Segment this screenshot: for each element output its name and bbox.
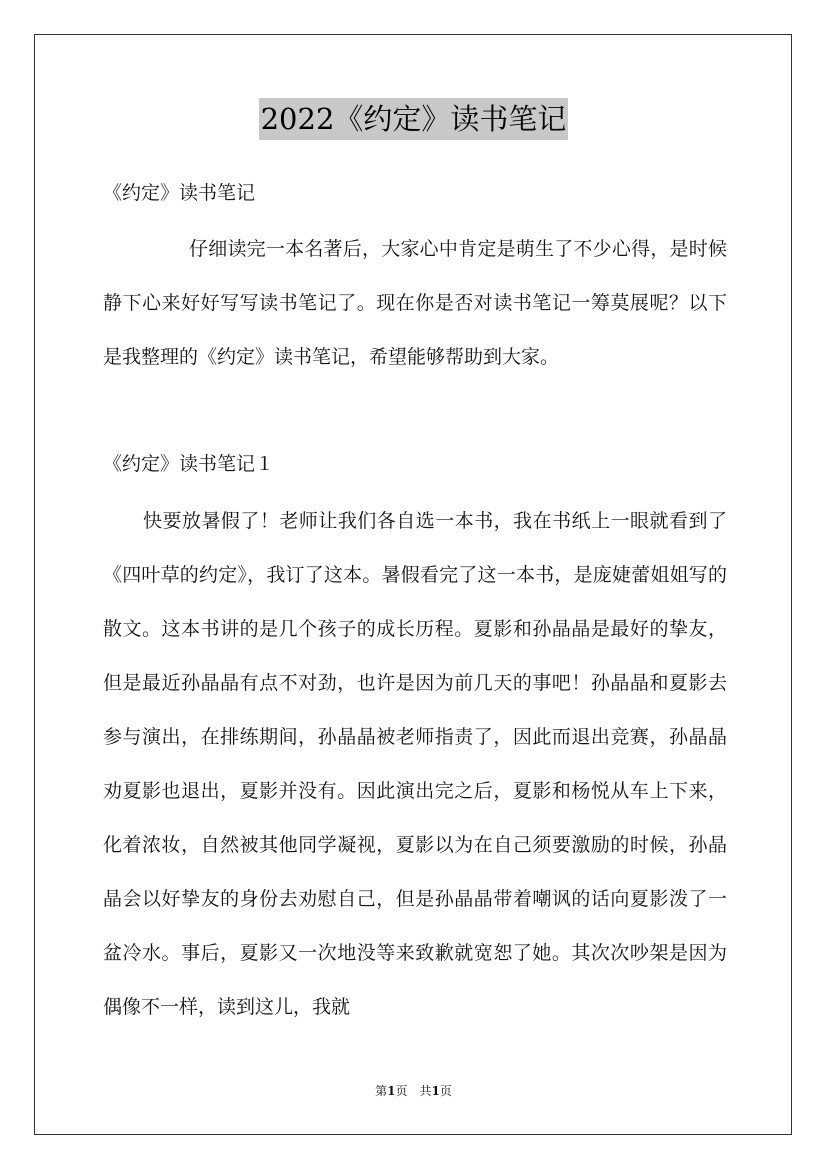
footer-prefix: 第 bbox=[375, 1084, 388, 1098]
title-container bbox=[0, 98, 827, 140]
footer-page-current: 1 bbox=[387, 1084, 396, 1098]
footer-mid: 页 共 bbox=[395, 1084, 432, 1098]
footer-suffix: 页 bbox=[439, 1084, 452, 1098]
document-title: 2022《约定》读书笔记 bbox=[259, 98, 569, 140]
page-footer bbox=[0, 1081, 827, 1101]
document-subtitle: 《约定》读书笔记 bbox=[103, 182, 256, 204]
footer-page-total: 1 bbox=[431, 1084, 440, 1098]
section-heading: 《约定》读书笔记１ bbox=[103, 453, 275, 475]
section-body-paragraph: 快要放暑假了！老师让我们各自选一本书，我在书纸上一眼就看到了《四叶草的约定》，我订了这本。暑假看完了这一本书，是庞婕蕾姐姐写的散文。这本书讲的是几个孩子的成长历程。夏影和孙晶晶是最好的挚友，但是最近孙晶晶有点不对劲，也许是因为前几天的事吧！孙晶晶和夏影去参与演出，在排练期间，孙晶晶被老师指责了，因此而退出竞赛，孙晶晶劝夏影也退出，夏影并没有。因此演出完之后，夏影和杨悦从车上下来，化着浓妆，自然被其他同学凝视，夏影以为在自己须要激励的时候，孙晶晶会以好挚友的身份去劝慰自己，但是孙晶晶带着嘲讽的话向夏影泼了一盆冷水。事后，夏影又一次地没等来致歉就宽恕了她。其次次吵架是因为偶像不一样，读到这儿，我就 bbox=[103, 510, 727, 1018]
intro-paragraph: 仔细读完一本名著后，大家心中肯定是萌生了不少心得，是时候静下心来好好写写读书笔记了。现在你是否对读书笔记一筹莫展呢？以下是我整理的《约定》读书笔记，希望能够帮助到大家。 bbox=[103, 238, 727, 368]
